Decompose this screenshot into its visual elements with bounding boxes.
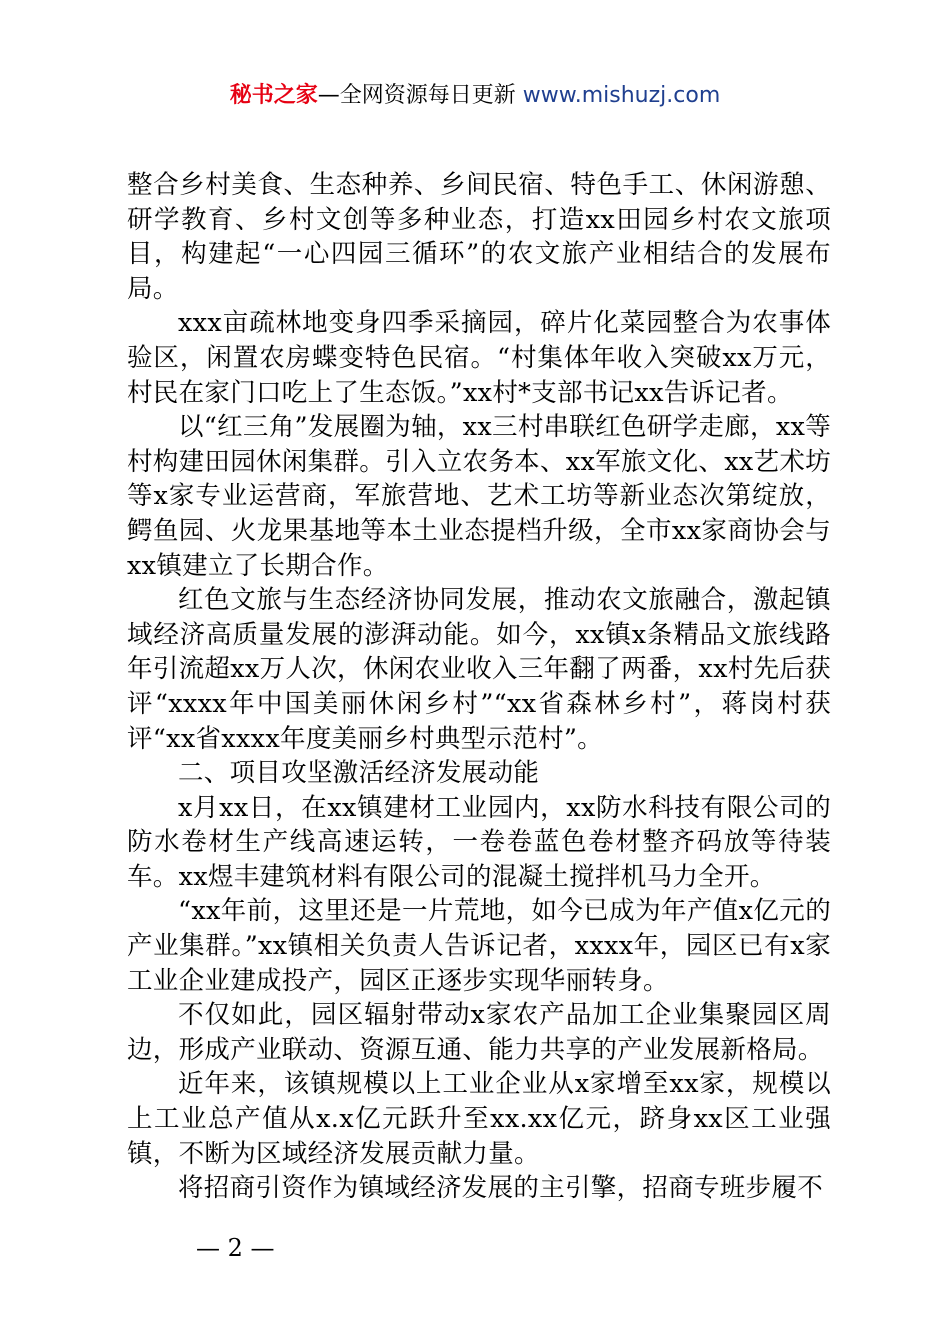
paragraph: 以“红三角”发展圈为轴，xx三村串联红色研学走廊，xx等村构建田园休闲集群。引入立农务本、xx军旅文化、xx艺术坊等x家专业运营商，军旅营地、艺术工坊等新业态次第绽放，鳄鱼园、火龙果基地等本土业态提档升级，全市xx家商协会与xx镇建立了长期合作。 <box>127 412 831 581</box>
website-url[interactable]: www.mishuzj.com <box>522 83 721 108</box>
page-header <box>0 80 950 112</box>
paragraph-truncated: 将招商引资作为镇域经济发展的主引擎，招商专班步履不 <box>178 1173 824 1204</box>
section-heading: 二、项目攻坚激活经济发展动能 <box>178 758 540 789</box>
paragraph: 不仅如此，园区辐射带动x家农产品加工企业集聚园区周边，形成产业联动、资源互通、能力共享的产业发展新格局。 <box>127 1000 831 1065</box>
brand-name: 秘书之家 <box>229 83 318 108</box>
paragraph: 红色文旅与生态经济协同发展，推动农文旅融合，激起镇域经济高质量发展的澎湃动能。如今，xx镇x条精品文旅线路年引流超xx万人次，休闲农业收入三年翻了两番，xx村先后获评“xxxx年中国美丽休闲乡村”“xx省森林乡村”，蒋岗村获评“xx省xxxx年度美丽乡村典型示范村”。 <box>127 585 831 754</box>
paragraph-continued: 整合乡村美食、生态种养、乡间民宿、特色手工、休闲游憩、研学教育、乡村文创等多种业态，打造xx田园乡村农文旅项目，构建起“一心四园三循环”的农文旅产业相结合的发展布局。 <box>127 170 831 304</box>
page-number: — 2 — <box>196 1234 275 1262</box>
paragraph: 近年来，该镇规模以上工业企业从x家增至xx家，规模以上工业总产值从x.x亿元跃升至xx.xx亿元，跻身xx区工业强镇，不断为区域经济发展贡献力量。 <box>127 1069 831 1169</box>
document-body <box>127 168 831 1206</box>
paragraph: x月xx日，在xx镇建材工业园内，xx防水科技有限公司的防水卷材生产线高速运转，一卷卷蓝色卷材整齐码放等待装车。xx煜丰建筑材料有限公司的混凝土搅拌机马力全开。 <box>127 792 831 892</box>
paragraph: “xx年前，这里还是一片荒地，如今已成为年产值x亿元的产业集群。”xx镇相关负责人告诉记者，xxxx年，园区已有x家工业企业建成投产，园区正逐步实现华丽转身。 <box>127 896 831 996</box>
paragraph: xxx亩疏林地变身四季采摘园，碎片化菜园整合为农事体验区，闲置农房蝶变特色民宿。“村集体年收入突破xx万元，村民在家门口吃上了生态饭。”xx村*支部书记xx告诉记者。 <box>127 308 831 408</box>
header-slogan: —全网资源每日更新 <box>317 83 523 108</box>
